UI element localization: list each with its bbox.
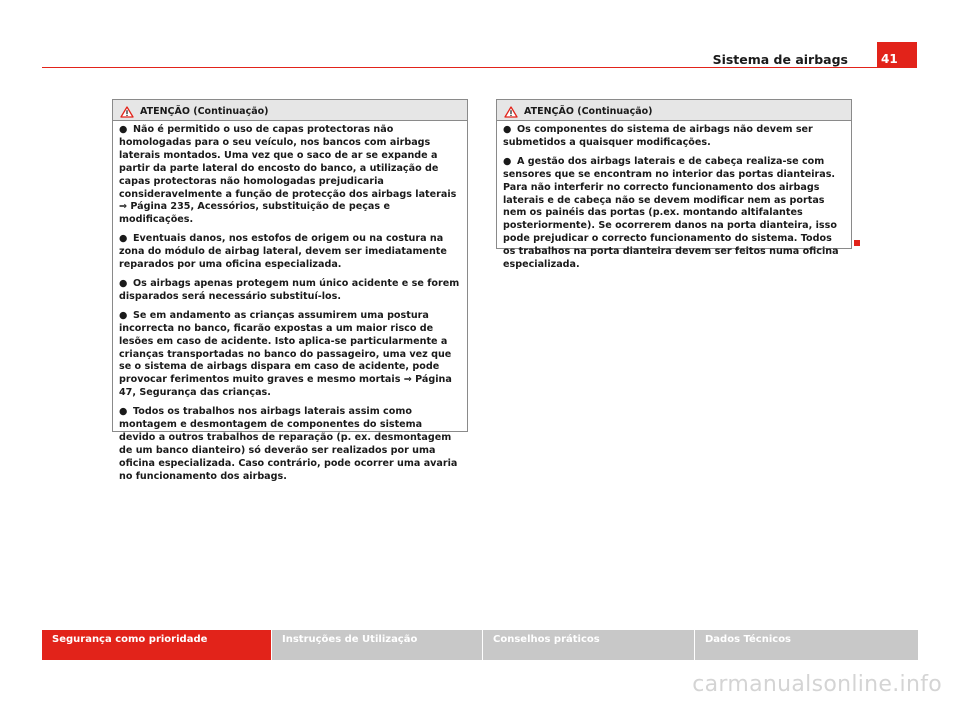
bullet-icon: ● (119, 309, 128, 321)
warning-item: ● Os componentes do sistema de airbags não devem ser submetidos a quaisquer modificações. (503, 124, 813, 148)
header-rule (42, 67, 877, 68)
warning-header (497, 100, 851, 121)
bullet-icon: ● (119, 406, 128, 418)
bullet-icon: ● (119, 124, 128, 135)
warning-item: ● Os airbags apenas protegem num único acidente e se forem disparados será necessário substituí-los. (119, 277, 460, 302)
bullet-icon: ● (503, 155, 512, 167)
warning-box-right (496, 99, 852, 271)
warning-box-left (112, 99, 468, 482)
section-title: Sistema de airbags (712, 52, 848, 67)
footer-tab-seguranca[interactable]: Segurança como prioridade (42, 630, 271, 660)
bullet-icon: ● (119, 233, 128, 245)
warning-body (113, 121, 467, 488)
warning-header (113, 100, 467, 121)
page-number: 41 (877, 42, 917, 68)
warning-item: ● Todos os trabalhos nos airbags laterais assim como montagem e desmontagem de componentes do sistema devido a outros trabalhos de reparação (p. ex. desmontagem de um banco dianteiro) só deverão ser realizados por uma oficina especializada. Caso contrário, pode ocorrer uma avaria no funcionamento dos airbags. (119, 406, 458, 482)
warning-item: ● Não é permitido o uso de capas protectoras não homologadas para o seu veículo, nos bancos com airbags laterais montados. Uma vez que o saco de ar se expande a partir da parte lateral do encosto do banco, a utilização de capas protectoras não homologadas prejudicaria consideravelmente a função de protecção dos airbags laterais ⇒ Página 235, Acessórios, substituição de peças e modificações. (119, 124, 457, 226)
warning-triangle-icon (504, 106, 518, 118)
warning-heading: ATENÇÃO (Continuação) (524, 106, 653, 117)
footer-nav (42, 630, 918, 660)
footer-tab-instrucoes[interactable]: Instruções de Utilização (271, 630, 482, 660)
warning-body (497, 121, 851, 276)
footer-tab-conselhos[interactable]: Conselhos práticos (482, 630, 694, 660)
warning-item: ● A gestão dos airbags laterais e de cabeça realiza-se com sensores que se encontram no interior das portas dianteiras. Para não interferir no correcto funcionamento dos airbags laterais e de cabeça não se devem modificar nem as portas nem os painéis das portas (p.ex. montando altifalantes posteriormente). Se ocorrerem danos na porta dianteira, isso pode prejudicar o correcto funcionamento do sistema. Todos os trabalhos na porta dianteira devem ser feitos numa oficina especializada. (503, 155, 839, 271)
bullet-icon: ● (119, 277, 128, 289)
end-of-section-marker (854, 240, 860, 246)
bullet-icon: ● (503, 124, 512, 135)
watermark: carmanualsonline.info (692, 672, 942, 697)
footer-tab-dados[interactable]: Dados Técnicos (694, 630, 918, 660)
warning-triangle-icon (120, 106, 134, 118)
warning-item: ● Eventuais danos, nos estofos de origem ou na costura na zona do módulo de airbag lateral, devem ser imediatamente reparados por uma oficina especializada. (119, 233, 447, 271)
warning-item: ● Se em andamento as crianças assumirem uma postura incorrecta no banco, ficarão expostas a um maior risco de lesões em caso de acidente. Isto aplica-se particularmente a crianças transportadas no banco do passageiro, uma vez que se o sistema de airbags dispara em caso de acidente, pode provocar ferimentos muito graves e mesmo mortais ⇒ Página 47, Segurança das crianças. (119, 309, 452, 399)
warning-heading: ATENÇÃO (Continuação) (140, 106, 269, 117)
